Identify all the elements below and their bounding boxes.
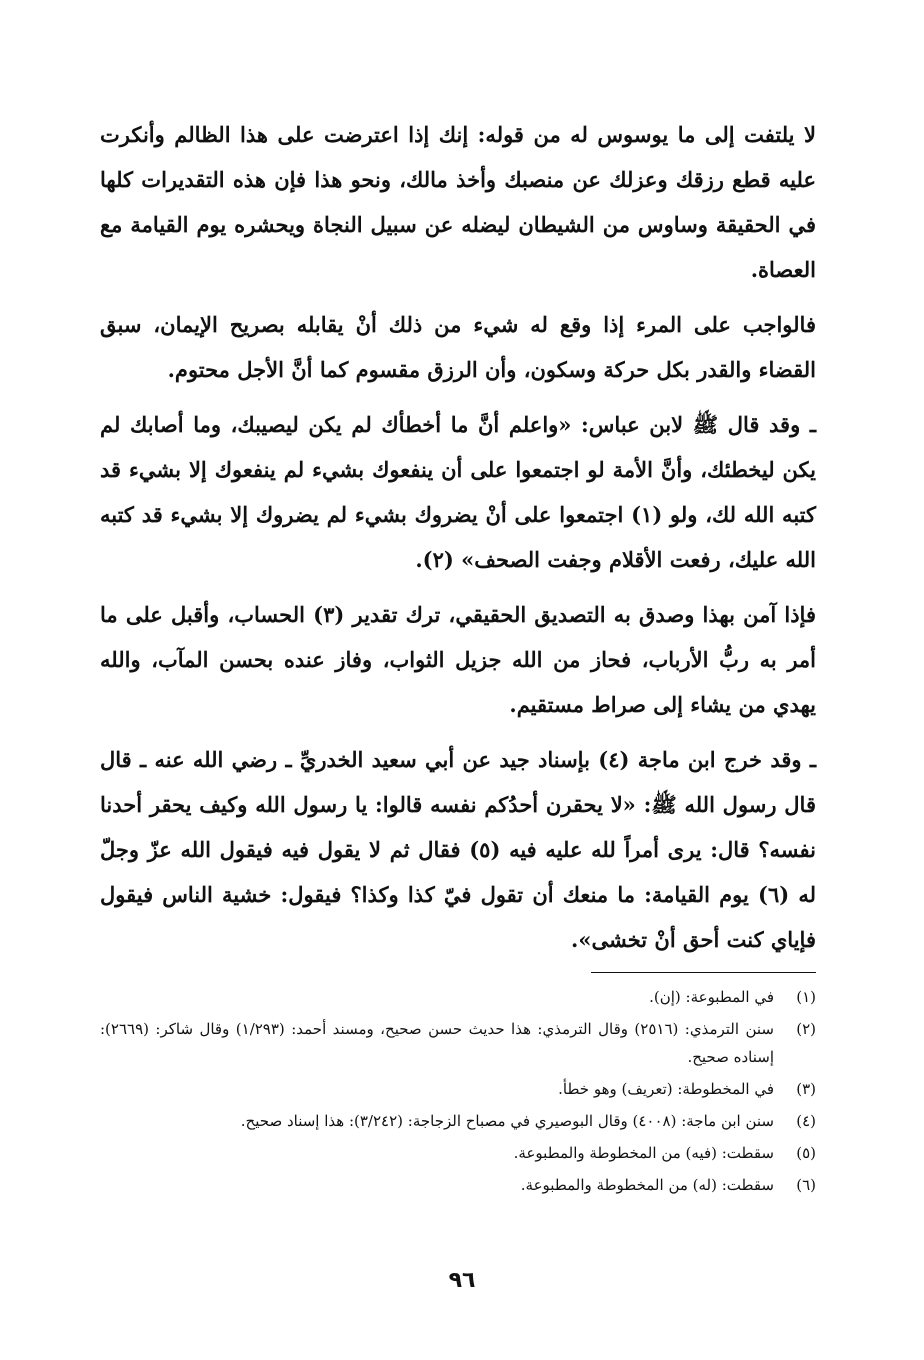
footnote-separator bbox=[591, 972, 816, 973]
main-text bbox=[100, 112, 816, 962]
page-number: ٩٦ bbox=[448, 1268, 476, 1293]
paragraph-1: لا يلتفت إلى ما يوسوس له من قوله: إنك إذا اعترضت على هذا الظالم وأنكرت عليه قطع رزقك وعزلك عن منصبك وأخذ مالك، ونحو هذا فإن هذه التقديرات كلها في الحقيقة وساوس من الشيطان ليضله عن سبيل النجاة ويحشره يوم القيامة مع العصاة. bbox=[100, 122, 816, 282]
footnote-number: (١) bbox=[796, 988, 816, 1006]
footnote-number: (٤) bbox=[796, 1112, 816, 1130]
page-content bbox=[100, 112, 816, 1203]
footnote-text: سقطت: (فيه) من المخطوطة والمطبوعة. bbox=[513, 1144, 774, 1162]
footnote-text: سنن ابن ماجة: (٤٠٠٨) وقال البوصيري في مصباح الزجاجة: (٣/٢٤٢): هذا إسناد صحيح. bbox=[240, 1112, 774, 1130]
footnote bbox=[100, 1107, 816, 1135]
footnote bbox=[100, 1075, 816, 1103]
footnote-number: (٢) bbox=[796, 1020, 816, 1038]
footnotes bbox=[100, 983, 816, 1199]
footnote-number: (٣) bbox=[796, 1080, 816, 1098]
paragraph-2: فالواجب على المرء إذا وقع له شيء من ذلك أنْ يقابله بصريح الإيمان، سبق القضاء والقدر بكل حركة وسكون، وأن الرزق مقسوم كما أنَّ الأجل محتوم. bbox=[100, 312, 816, 382]
paragraph-3: ـ وقد قال ﷺ لابن عباس: «واعلم أنَّ ما أخطأك لم يكن ليصيبك، وما أصابك لم يكن ليخطئك، وأنَّ الأمة لو اجتمعوا على أن ينفعوك بشيء لم ينفعوك إلا بشيء قد كتبه الله لك، ولو (١) اجتمعوا على أنْ يضروك بشيء لم يضروك إلا بشيء قد كتبه الله عليك، رفعت الأقلام وجفت الصحف» (٢). bbox=[100, 412, 816, 572]
footnote bbox=[100, 1139, 816, 1167]
footnote-number: (٦) bbox=[796, 1176, 816, 1194]
paragraph-5: ـ وقد خرج ابن ماجة (٤) بإسناد جيد عن أبي سعيد الخدريِّ ـ رضي الله عنه ـ قال قال رسول الله ﷺ: «لا يحقرن أحدُكم نفسه قالوا: يا رسول الله وكيف يحقر أحدنا نفسه؟ قال: يرى أمراً لله عليه فيه (٥) فقال ثم لا يقول فيه فيقول الله عزّ وجلّ له (٦) يوم القيامة: ما منعك أن تقول فيّ كذا وكذا؟ فيقول: خشية الناس فيقول فإياي كنت أحق أنْ تخشى». bbox=[100, 747, 817, 952]
footnote bbox=[100, 1171, 816, 1199]
footnote-text: في المطبوعة: (إن). bbox=[649, 988, 774, 1006]
footnote bbox=[100, 1015, 816, 1071]
footnote-text: في المخطوطة: (تعريف) وهو خطأ. bbox=[558, 1080, 774, 1098]
footnote-text: سقطت: (له) من المخطوطة والمطبوعة. bbox=[520, 1176, 774, 1194]
footnote bbox=[100, 983, 816, 1011]
paragraph-4: فإذا آمن بهذا وصدق به التصديق الحقيقي، ترك تقدير (٣) الحساب، وأقبل على ما أمر به ربُّ الأرباب، فحاز من الله جزيل الثواب، وفاز عنده بحسن المآب، والله يهدي من يشاء إلى صراط مستقيم. bbox=[100, 602, 816, 717]
footnote-text: سنن الترمذي: (٢٥١٦) وقال الترمذي: هذا حديث حسن صحيح، ومسند أحمد: (١/٢٩٣) وقال شاكر: (٢٦٦٩): إسناده صحيح. bbox=[100, 1020, 774, 1066]
footnote-number: (٥) bbox=[796, 1144, 816, 1162]
